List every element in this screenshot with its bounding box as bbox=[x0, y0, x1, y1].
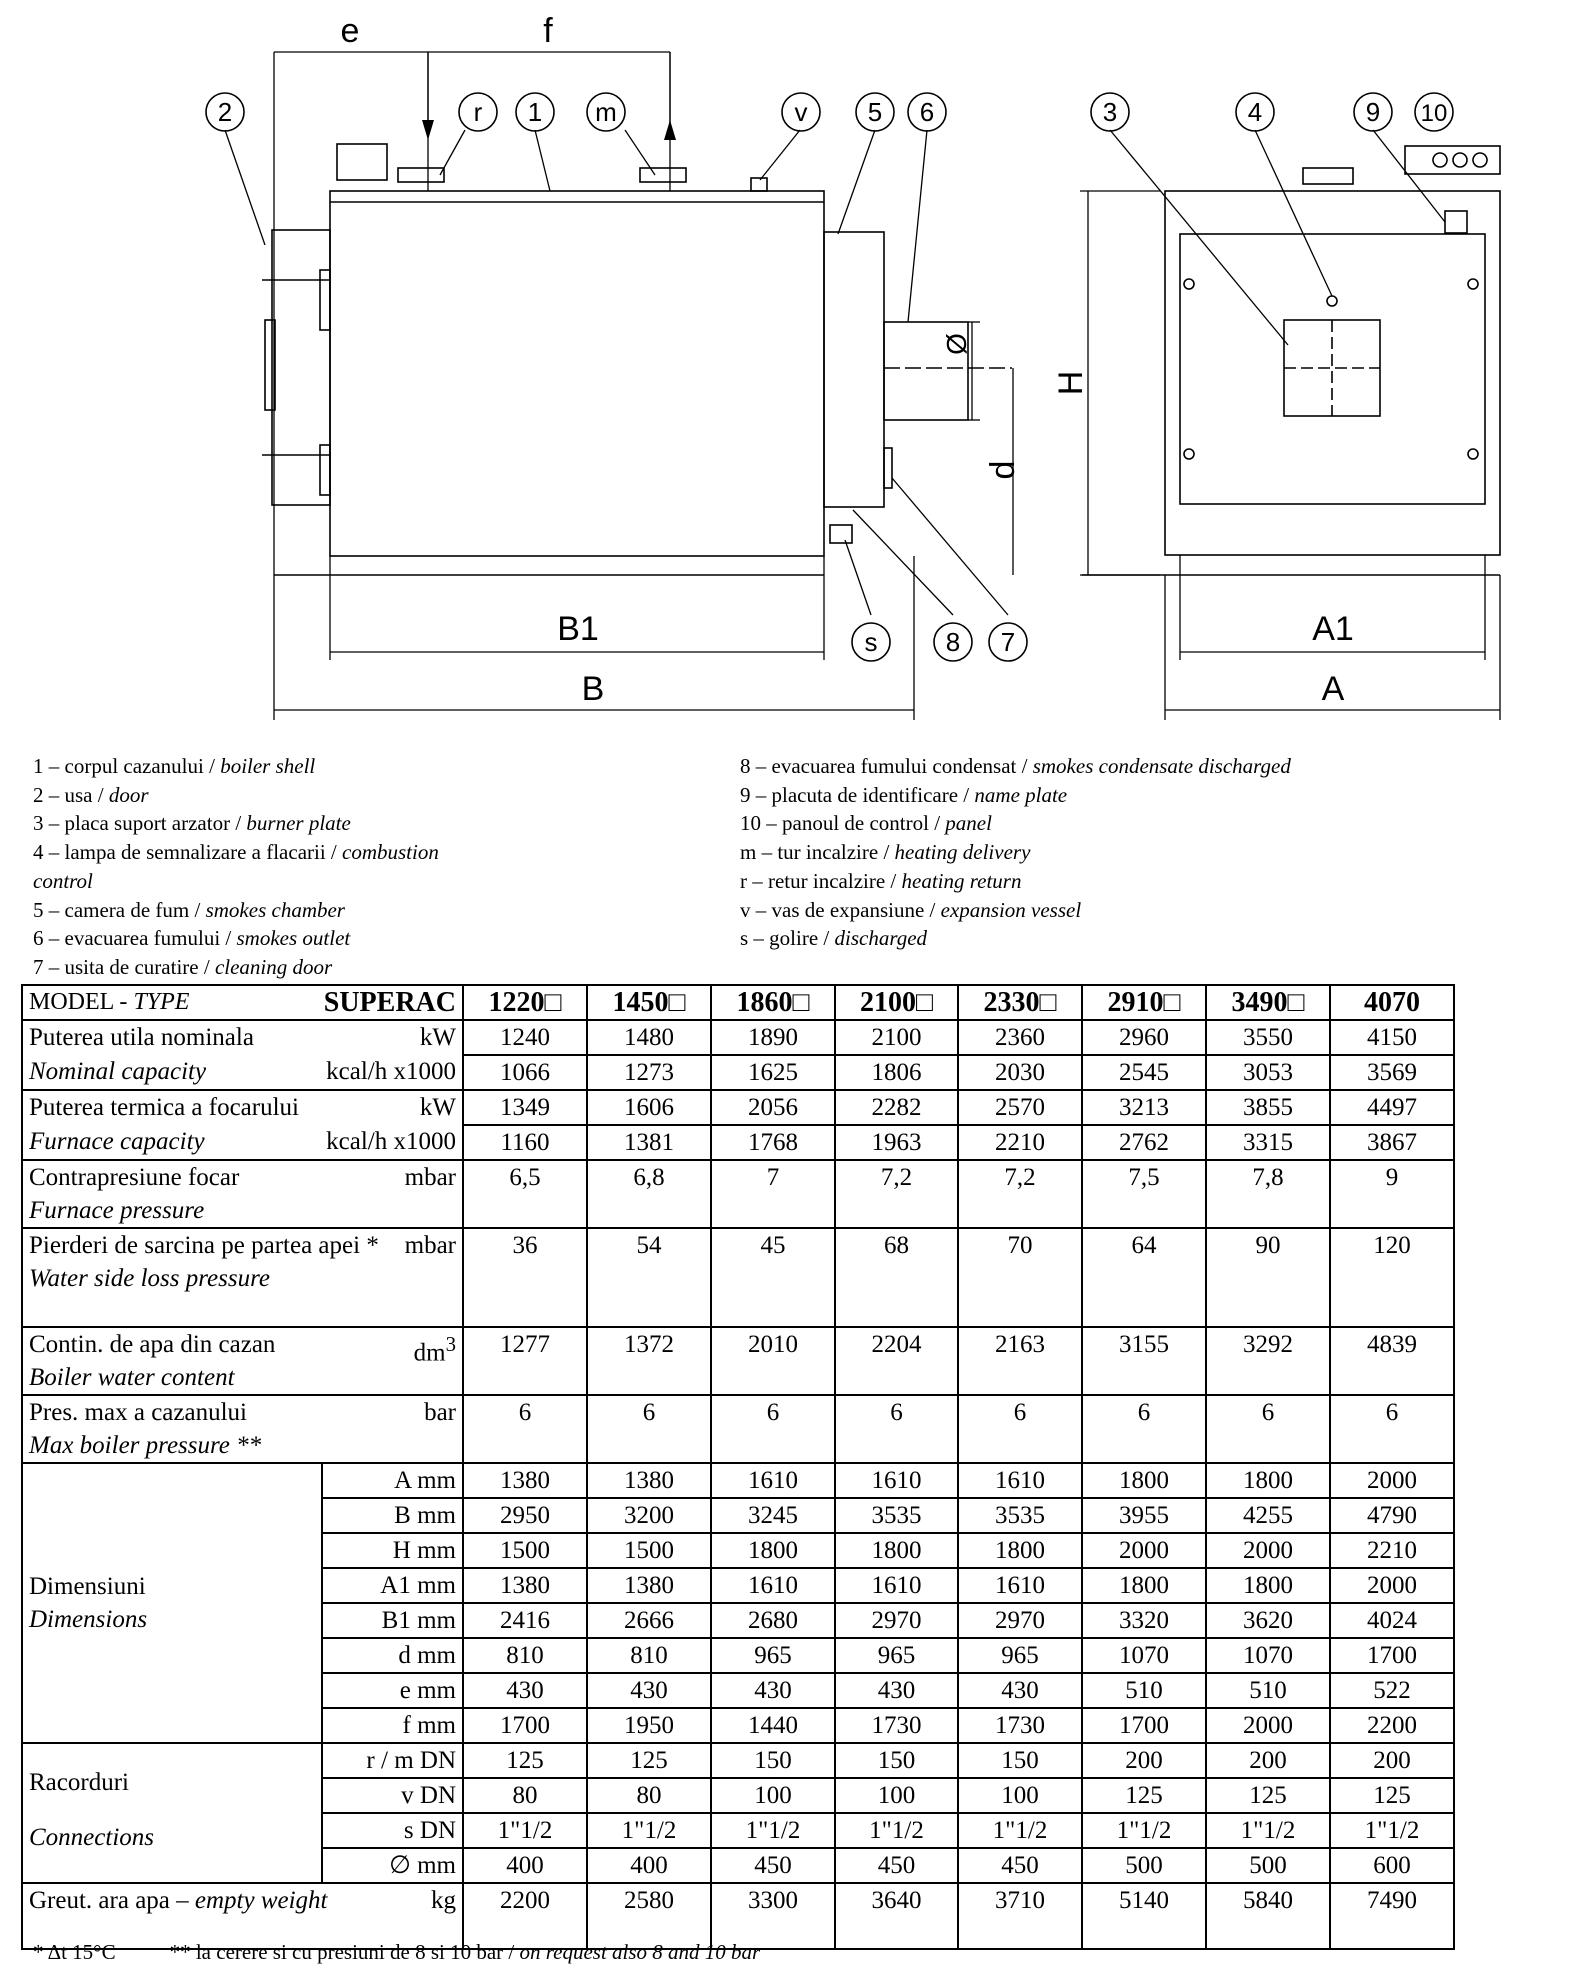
table-cell: 6 bbox=[587, 1395, 711, 1463]
table-cell: 965 bbox=[958, 1638, 1082, 1673]
connections-label: Racorduri Connections bbox=[22, 1743, 322, 1883]
table-cell: 1963 bbox=[835, 1125, 958, 1160]
table-cell: 1500 bbox=[587, 1533, 711, 1568]
table-row bbox=[22, 1463, 1454, 1498]
table-cell: 100 bbox=[711, 1778, 835, 1813]
table-cell: 3292 bbox=[1206, 1327, 1330, 1395]
table-cell: 1950 bbox=[587, 1708, 711, 1743]
row-sublabel: r / m DN bbox=[322, 1743, 463, 1778]
row-label: Pres. max a cazanului bar Max boiler pressure ** bbox=[22, 1395, 463, 1463]
svg-text:3: 3 bbox=[1102, 97, 1118, 127]
table-cell: 36 bbox=[463, 1228, 587, 1327]
table-cell: 1806 bbox=[835, 1055, 958, 1090]
table-cell: 2204 bbox=[835, 1327, 958, 1395]
row-label: Contrapresiune focar mbar Furnace pressure bbox=[22, 1160, 463, 1228]
model-col: 3490□ bbox=[1206, 985, 1330, 1020]
legend-item: 2 – usa / door bbox=[33, 782, 149, 807]
table-cell: 125 bbox=[463, 1743, 587, 1778]
table-cell: 450 bbox=[958, 1848, 1082, 1883]
table-cell: 1606 bbox=[587, 1090, 711, 1125]
table-cell: 68 bbox=[835, 1228, 958, 1327]
table-cell: 3955 bbox=[1082, 1498, 1206, 1533]
table-cell: 1380 bbox=[463, 1463, 587, 1498]
table-row bbox=[22, 1743, 1454, 1778]
table-cell: 70 bbox=[958, 1228, 1082, 1327]
table-cell: 80 bbox=[587, 1778, 711, 1813]
dim-b: B bbox=[581, 670, 605, 708]
legend-item: 4 – lampa de semnalizare a flacarii / combustion control bbox=[33, 840, 439, 893]
table-cell: 1372 bbox=[587, 1327, 711, 1395]
table-cell: 150 bbox=[711, 1743, 835, 1778]
table-cell: 54 bbox=[587, 1228, 711, 1327]
table-cell: 1349 bbox=[463, 1090, 587, 1125]
table-cell: 1380 bbox=[587, 1568, 711, 1603]
panel-box-side bbox=[337, 144, 387, 180]
table-cell: 64 bbox=[1082, 1228, 1206, 1327]
row-label: Nominal capacity kcal/h x1000 bbox=[22, 1055, 463, 1090]
table-header-row bbox=[22, 985, 1454, 1020]
table-cell: 1800 bbox=[1206, 1568, 1330, 1603]
table-cell: 1610 bbox=[958, 1463, 1082, 1498]
table-cell: 3867 bbox=[1330, 1125, 1454, 1160]
table-row bbox=[22, 1125, 1454, 1160]
table-cell: 1"1/2 bbox=[587, 1813, 711, 1848]
table-cell: 3710 bbox=[958, 1883, 1082, 1949]
table-cell: 2970 bbox=[958, 1603, 1082, 1638]
table-cell: 1"1/2 bbox=[1330, 1813, 1454, 1848]
legend-item: 9 – placuta de identificare / name plate bbox=[740, 782, 1068, 807]
table-cell: 2200 bbox=[463, 1883, 587, 1949]
table-cell: 1066 bbox=[463, 1055, 587, 1090]
table-cell: 90 bbox=[1206, 1228, 1330, 1327]
table-cell: 7,8 bbox=[1206, 1160, 1330, 1228]
dimension-labels bbox=[341, 12, 1354, 708]
table-cell: 2030 bbox=[958, 1055, 1082, 1090]
table-cell: 2416 bbox=[463, 1603, 587, 1638]
table-cell: 1610 bbox=[711, 1568, 835, 1603]
legend-item: r – retur incalzire / heating return bbox=[740, 868, 1022, 893]
table-cell: 6 bbox=[1082, 1395, 1206, 1463]
legend-item: 5 – camera de fum / smokes chamber bbox=[33, 897, 345, 922]
table-cell: 2960 bbox=[1082, 1020, 1206, 1055]
table-cell: 1"1/2 bbox=[958, 1813, 1082, 1848]
row-label: Contin. de apa din cazan $dm^3$ Boiler water content bbox=[22, 1327, 463, 1395]
table-cell: 1"1/2 bbox=[835, 1813, 958, 1848]
svg-text:s: s bbox=[864, 627, 878, 657]
table-cell: 1730 bbox=[835, 1708, 958, 1743]
table-cell: 600 bbox=[1330, 1848, 1454, 1883]
table-row bbox=[22, 1055, 1454, 1090]
table-cell: 3535 bbox=[958, 1498, 1082, 1533]
model-col: 4070 bbox=[1330, 985, 1454, 1020]
legend-right bbox=[740, 752, 1460, 953]
table-cell: 1381 bbox=[587, 1125, 711, 1160]
model-type-header: MODEL - TYPE SUPERAC bbox=[22, 985, 463, 1020]
table-cell: 1070 bbox=[1082, 1638, 1206, 1673]
table-cell: 3315 bbox=[1206, 1125, 1330, 1160]
table-cell: 125 bbox=[1206, 1778, 1330, 1813]
table-cell: 2666 bbox=[587, 1603, 711, 1638]
table-cell: 1500 bbox=[463, 1533, 587, 1568]
table-cell: 2950 bbox=[463, 1498, 587, 1533]
row-sublabel: e mm bbox=[322, 1673, 463, 1708]
footnote: * Δt 15°C ** la cerere si cu presiuni de 8 si 10 bar / on request also 8 and 10 bar bbox=[33, 1940, 761, 1964]
svg-text:2: 2 bbox=[217, 97, 233, 127]
row-sublabel: B mm bbox=[322, 1498, 463, 1533]
legend-item: 10 – panoul de control / panel bbox=[740, 811, 992, 836]
table-cell: 2200 bbox=[1330, 1708, 1454, 1743]
legend-item: 3 – placa suport arzator / burner plate bbox=[33, 811, 351, 836]
row-sublabel: v DN bbox=[322, 1778, 463, 1813]
table-cell: 2000 bbox=[1206, 1708, 1330, 1743]
table-cell: 500 bbox=[1206, 1848, 1330, 1883]
table-cell: 1700 bbox=[463, 1708, 587, 1743]
table-cell: 120 bbox=[1330, 1228, 1454, 1327]
table-cell: 1700 bbox=[1082, 1708, 1206, 1743]
row-sublabel: B1 mm bbox=[322, 1603, 463, 1638]
burner-plate bbox=[1180, 234, 1485, 504]
table-cell: 3213 bbox=[1082, 1090, 1206, 1125]
table-cell: 965 bbox=[835, 1638, 958, 1673]
door-outline bbox=[272, 230, 330, 505]
table-cell: 125 bbox=[587, 1743, 711, 1778]
table-cell: 1800 bbox=[1082, 1463, 1206, 1498]
svg-text:1: 1 bbox=[527, 97, 543, 127]
dim-d: d bbox=[984, 460, 1022, 480]
table-cell: 2360 bbox=[958, 1020, 1082, 1055]
table-cell: 6 bbox=[958, 1395, 1082, 1463]
table-cell: 522 bbox=[1330, 1673, 1454, 1708]
table-row bbox=[22, 1327, 1454, 1395]
table-cell: 430 bbox=[463, 1673, 587, 1708]
table-cell: 4255 bbox=[1206, 1498, 1330, 1533]
table-cell: 6,5 bbox=[463, 1160, 587, 1228]
table-cell: 4024 bbox=[1330, 1603, 1454, 1638]
table-cell: 1160 bbox=[463, 1125, 587, 1160]
svg-text:r: r bbox=[473, 97, 483, 127]
table-cell: 1730 bbox=[958, 1708, 1082, 1743]
dim-h: H bbox=[1052, 370, 1090, 396]
row-sublabel: f mm bbox=[322, 1708, 463, 1743]
side-view bbox=[262, 144, 1500, 575]
table-cell: 7,2 bbox=[835, 1160, 958, 1228]
table-cell: 1"1/2 bbox=[463, 1813, 587, 1848]
table-row bbox=[22, 1160, 1454, 1228]
table-cell: 200 bbox=[1330, 1743, 1454, 1778]
dim-e: e bbox=[340, 12, 360, 50]
svg-text:4: 4 bbox=[1247, 97, 1263, 127]
table-cell: 430 bbox=[958, 1673, 1082, 1708]
table-cell: 6 bbox=[1206, 1395, 1330, 1463]
table-cell: 2970 bbox=[835, 1603, 958, 1638]
table-cell: 2762 bbox=[1082, 1125, 1206, 1160]
table-cell: 2580 bbox=[587, 1883, 711, 1949]
legend-left bbox=[33, 752, 553, 982]
svg-text:v: v bbox=[794, 97, 808, 127]
table-cell: 1440 bbox=[711, 1708, 835, 1743]
table-cell: 1890 bbox=[711, 1020, 835, 1055]
table-cell: 7 bbox=[711, 1160, 835, 1228]
table-cell: 1800 bbox=[1206, 1463, 1330, 1498]
technical-drawing bbox=[0, 0, 1570, 740]
dim-b1: B1 bbox=[557, 610, 599, 648]
table-cell: 400 bbox=[463, 1848, 587, 1883]
svg-text:m: m bbox=[595, 97, 617, 127]
table-cell: 3640 bbox=[835, 1883, 958, 1949]
table-cell: 100 bbox=[835, 1778, 958, 1813]
table-cell: 2056 bbox=[711, 1090, 835, 1125]
table-cell: 1380 bbox=[463, 1568, 587, 1603]
model-col: 2910□ bbox=[1082, 985, 1206, 1020]
table-cell: 450 bbox=[835, 1848, 958, 1883]
legend-item: v – vas de expansiune / expansion vessel bbox=[740, 897, 1082, 922]
table-cell: 2000 bbox=[1206, 1533, 1330, 1568]
row-label: kg Greut. ara apa – empty weight bbox=[22, 1883, 463, 1949]
legend-item: m – tur incalzire / heating delivery bbox=[740, 840, 1031, 865]
table-cell: 1"1/2 bbox=[711, 1813, 835, 1848]
table-cell: 810 bbox=[587, 1638, 711, 1673]
table-cell: 1240 bbox=[463, 1020, 587, 1055]
row-label: Furnace capacity kcal/h x1000 bbox=[22, 1125, 463, 1160]
dim-a1: A1 bbox=[1312, 610, 1354, 648]
table-cell: 6 bbox=[711, 1395, 835, 1463]
table-cell: 80 bbox=[463, 1778, 587, 1813]
table-cell: 2100 bbox=[835, 1020, 958, 1055]
table-cell: 450 bbox=[711, 1848, 835, 1883]
table-cell: 3245 bbox=[711, 1498, 835, 1533]
table-cell: 430 bbox=[711, 1673, 835, 1708]
table-cell: 1273 bbox=[587, 1055, 711, 1090]
table-cell: 3320 bbox=[1082, 1603, 1206, 1638]
table-cell: 430 bbox=[587, 1673, 711, 1708]
table-row bbox=[22, 1228, 1454, 1327]
table-cell: 3300 bbox=[711, 1883, 835, 1949]
table-cell: 1610 bbox=[958, 1568, 1082, 1603]
legend-item: 8 – evacuarea fumului condensat / smokes condensate discharged bbox=[740, 754, 1291, 778]
table-cell: 510 bbox=[1082, 1673, 1206, 1708]
table-cell: 4150 bbox=[1330, 1020, 1454, 1055]
dim-f: f bbox=[543, 12, 553, 50]
table-cell: 2000 bbox=[1082, 1533, 1206, 1568]
table-cell: 9 bbox=[1330, 1160, 1454, 1228]
table-cell: 1380 bbox=[587, 1463, 711, 1498]
table-cell: 2680 bbox=[711, 1603, 835, 1638]
table-cell: 7,2 bbox=[958, 1160, 1082, 1228]
row-sublabel: s DN bbox=[322, 1813, 463, 1848]
table-cell: 4497 bbox=[1330, 1090, 1454, 1125]
front-view bbox=[1165, 146, 1500, 555]
table-cell: 2163 bbox=[958, 1327, 1082, 1395]
table-cell: 3550 bbox=[1206, 1020, 1330, 1055]
table-cell: 1610 bbox=[835, 1463, 958, 1498]
table-cell: 2000 bbox=[1330, 1463, 1454, 1498]
table-cell: 1800 bbox=[958, 1533, 1082, 1568]
table-cell: 430 bbox=[835, 1673, 958, 1708]
svg-text:10: 10 bbox=[1420, 100, 1448, 127]
table-cell: 5140 bbox=[1082, 1883, 1206, 1949]
table-cell: 810 bbox=[463, 1638, 587, 1673]
model-col: 1860□ bbox=[711, 985, 835, 1020]
table-cell: 2210 bbox=[1330, 1533, 1454, 1568]
spec-table bbox=[21, 984, 1455, 1950]
table-cell: 150 bbox=[835, 1743, 958, 1778]
table-cell: 2010 bbox=[711, 1327, 835, 1395]
row-sublabel: ∅ mm bbox=[322, 1848, 463, 1883]
row-label: Puterea termica a focarului kW bbox=[22, 1090, 463, 1125]
burner-flange bbox=[1284, 320, 1380, 416]
table-cell: 2000 bbox=[1330, 1568, 1454, 1603]
table-cell: 2210 bbox=[958, 1125, 1082, 1160]
table-cell: 3200 bbox=[587, 1498, 711, 1533]
flow-arrows bbox=[422, 120, 676, 140]
table-cell: 2570 bbox=[958, 1090, 1082, 1125]
boiler-shell bbox=[330, 191, 824, 556]
table-cell: 6 bbox=[1330, 1395, 1454, 1463]
table-cell: 6,8 bbox=[587, 1160, 711, 1228]
table-cell: 1800 bbox=[1082, 1568, 1206, 1603]
table-cell: 1768 bbox=[711, 1125, 835, 1160]
table-cell: 100 bbox=[958, 1778, 1082, 1813]
smokes-chamber bbox=[824, 232, 884, 507]
row-label: Puterea utila nominala kW bbox=[22, 1020, 463, 1055]
table-cell: 6 bbox=[463, 1395, 587, 1463]
table-cell: 3053 bbox=[1206, 1055, 1330, 1090]
table-cell: 3535 bbox=[835, 1498, 958, 1533]
svg-text:5: 5 bbox=[867, 97, 883, 127]
table-cell: 125 bbox=[1082, 1778, 1206, 1813]
table-cell: 1277 bbox=[463, 1327, 587, 1395]
dim-diameter: Ø bbox=[941, 333, 972, 355]
table-cell: 1800 bbox=[835, 1533, 958, 1568]
table-cell: 965 bbox=[711, 1638, 835, 1673]
svg-text:8: 8 bbox=[945, 627, 961, 657]
row-label: mbar Pierderi de sarcina pe partea apei * Water side loss pressure bbox=[22, 1228, 463, 1327]
table-cell: 4839 bbox=[1330, 1327, 1454, 1395]
table-cell: 7490 bbox=[1330, 1883, 1454, 1949]
table-cell: 1800 bbox=[711, 1533, 835, 1568]
brand-name: SUPERAC bbox=[323, 987, 456, 1018]
table-cell: 6 bbox=[835, 1395, 958, 1463]
row-sublabel: A mm bbox=[322, 1463, 463, 1498]
callout-labels bbox=[218, 97, 1448, 657]
table-row bbox=[22, 1020, 1454, 1055]
row-sublabel: d mm bbox=[322, 1638, 463, 1673]
table-cell: 150 bbox=[958, 1743, 1082, 1778]
table-cell: 7,5 bbox=[1082, 1160, 1206, 1228]
table-cell: 200 bbox=[1082, 1743, 1206, 1778]
model-col: 2330□ bbox=[958, 985, 1082, 1020]
table-cell: 400 bbox=[587, 1848, 711, 1883]
legend-item: s – golire / discharged bbox=[740, 926, 928, 951]
legend-item: 6 – evacuarea fumului / smokes outlet bbox=[33, 926, 351, 951]
table-cell: 2545 bbox=[1082, 1055, 1206, 1090]
table-cell: 125 bbox=[1330, 1778, 1454, 1813]
table-cell: 2282 bbox=[835, 1090, 958, 1125]
table-cell: 510 bbox=[1206, 1673, 1330, 1708]
table-row bbox=[22, 1395, 1454, 1463]
svg-text:9: 9 bbox=[1365, 97, 1381, 127]
table-cell: 3569 bbox=[1330, 1055, 1454, 1090]
table-cell: 1610 bbox=[835, 1568, 958, 1603]
table-cell: 500 bbox=[1082, 1848, 1206, 1883]
table-cell: 3620 bbox=[1206, 1603, 1330, 1638]
model-col: 2100□ bbox=[835, 985, 958, 1020]
table-cell: 5840 bbox=[1206, 1883, 1330, 1949]
table-cell: 3155 bbox=[1082, 1327, 1206, 1395]
table-cell: 45 bbox=[711, 1228, 835, 1327]
table-cell: 1610 bbox=[711, 1463, 835, 1498]
table-row bbox=[22, 1090, 1454, 1125]
table-cell: 1"1/2 bbox=[1082, 1813, 1206, 1848]
table-cell: 200 bbox=[1206, 1743, 1330, 1778]
table-cell: 1"1/2 bbox=[1206, 1813, 1330, 1848]
table-cell: 4790 bbox=[1330, 1498, 1454, 1533]
svg-text:7: 7 bbox=[1000, 627, 1016, 657]
table-cell: 1700 bbox=[1330, 1638, 1454, 1673]
dimensions-label: Dimensiuni Dimensions bbox=[22, 1463, 322, 1743]
row-sublabel: A1 mm bbox=[322, 1568, 463, 1603]
svg-text:6: 6 bbox=[919, 97, 935, 127]
row-sublabel: H mm bbox=[322, 1533, 463, 1568]
model-col: 1450□ bbox=[587, 985, 711, 1020]
table-cell: 1070 bbox=[1206, 1638, 1330, 1673]
table-cell: 3855 bbox=[1206, 1090, 1330, 1125]
model-col: 1220□ bbox=[463, 985, 587, 1020]
legend-item: 7 – usita de curatire / cleaning door bbox=[33, 954, 333, 979]
table-cell: 1625 bbox=[711, 1055, 835, 1090]
legend-item: 1 – corpul cazanului / boiler shell bbox=[33, 754, 316, 778]
table-cell: 1480 bbox=[587, 1020, 711, 1055]
dim-a: A bbox=[1321, 670, 1345, 708]
